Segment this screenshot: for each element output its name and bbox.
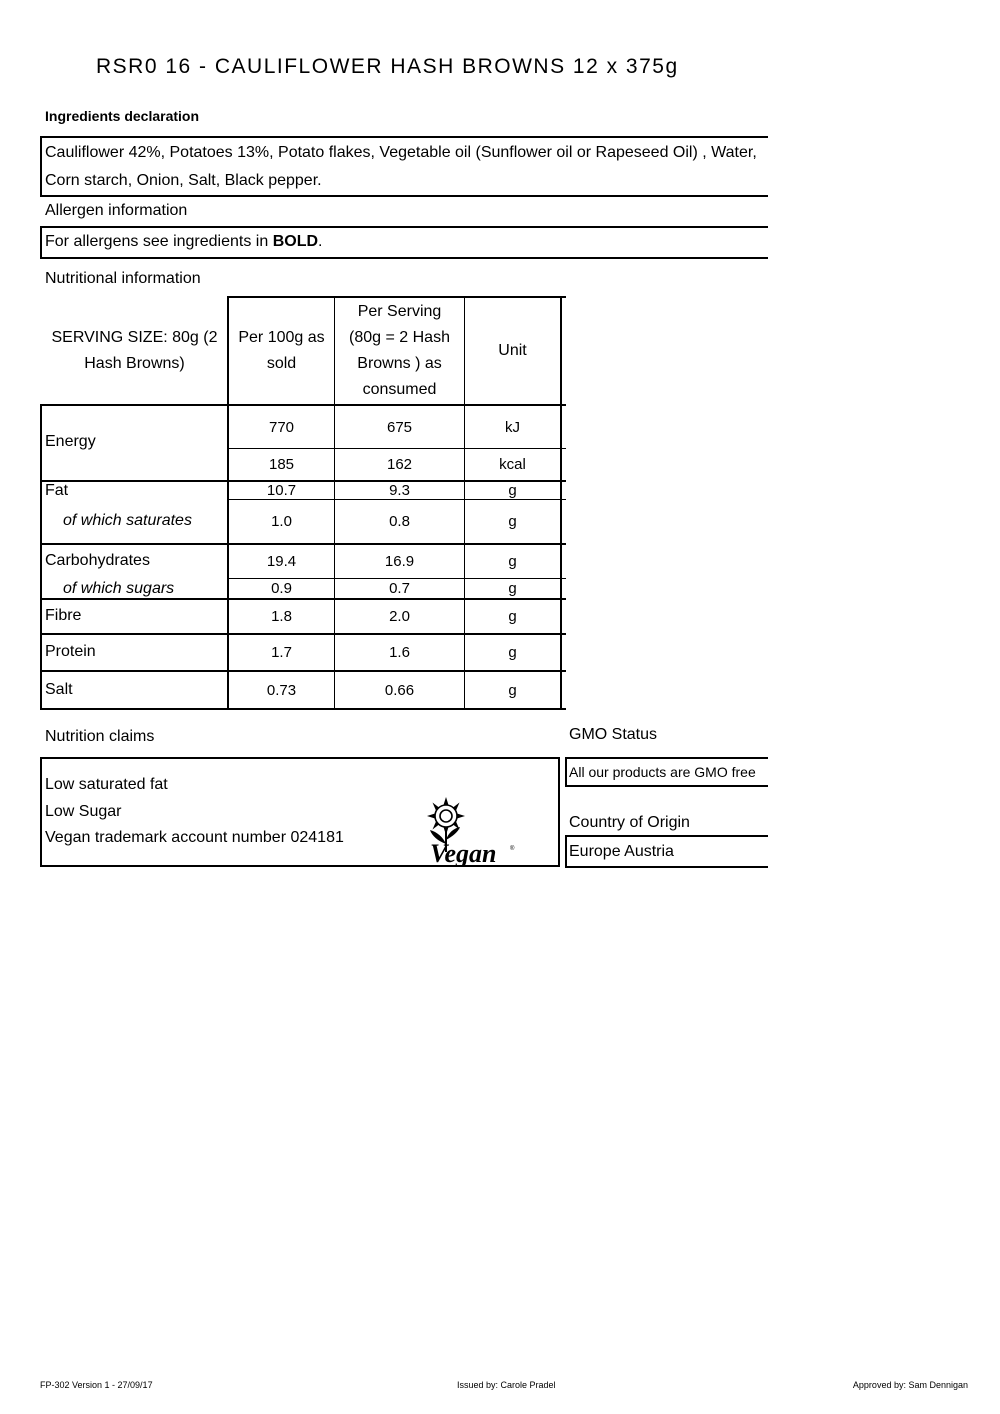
salt-per100: 0.73 [266,681,297,699]
trademark-mark: ® [510,846,515,852]
gmo-box [565,757,768,787]
ingredients-line-1: Cauliflower 42%, Potatoes 13%, Potato flakes, Vegetable oil (Sunflower oil or Rapeseed Oil) , Water, [45,144,757,161]
gmo-heading: GMO Status [569,726,658,743]
allergen-heading: Allergen information [45,202,188,219]
fibre-unit: g [508,608,517,625]
footer-approved-by: Approved by: Sam Dennigan [852,1380,968,1390]
fat-label: Fat [45,482,69,499]
protein-unit: g [508,644,517,661]
ingredients-line-2: Corn starch, Onion, Salt, Black pepper. [45,172,322,189]
allergen-text [42,228,768,256]
protein-serving: 1.6 [389,644,410,661]
sugars-label: of which sugars [63,580,175,597]
protein-per100: 1.7 [271,644,292,661]
sugars-per100: 0.9 [271,580,292,597]
origin-box [565,835,768,868]
sugars-unit: g [508,580,517,597]
allergen-text-after: . [318,233,323,250]
unit-header: Unit [498,342,527,359]
ingredients-heading: Ingredients declaration [45,108,200,124]
salt-label: Salt [45,681,73,698]
nutrition-heading: Nutritional information [45,270,201,287]
allergen-text-bold: BOLD [272,233,319,250]
claim-item-1: Low saturated fat [45,776,168,793]
origin-text: Europe Austria [569,843,674,860]
saturates-unit: g [508,513,517,530]
allergen-text-before: For allergens see ingredients in [45,233,273,250]
fibre-label: Fibre [45,607,82,624]
energy-kj-per100: 770 [268,418,295,436]
ingredients-bottom-rule [40,195,768,197]
saturates-per100: 1.0 [271,513,292,530]
fibre-per100: 1.8 [271,608,292,625]
carbs-label: Carbohydrates [45,552,150,569]
protein-label: Protein [45,643,96,660]
carbs-unit: g [508,553,517,570]
energy-kcal-unit: kcal [499,456,526,473]
energy-label: Energy [45,433,96,450]
serving-size-header: SERVING SIZE: 80g (2 Hash Browns) [51,329,218,372]
allergen-box [40,226,768,259]
table-rule [40,708,566,710]
fat-serving: 9.3 [389,482,410,499]
energy-kcal-serving: 162 [386,456,413,473]
page-title: RSR0 16 - CAULIFLOWER HASH BROWNS 12 x 375g [96,55,679,78]
table-rule [560,296,562,710]
footer-issued-by: Issued by: Carole Pradel [457,1380,556,1390]
claim-item-3: Vegan trademark account number 024181 [45,829,344,846]
energy-kcal-per100: 185 [268,456,295,473]
vegan-logo-text: Vegan [430,839,497,866]
fibre-serving: 2.0 [389,608,410,625]
carbs-serving: 16.9 [384,553,415,570]
claims-box [40,757,560,867]
carbs-per100: 19.4 [266,553,297,570]
claims-heading: Nutrition claims [45,728,155,745]
fat-unit: g [508,482,517,499]
origin-heading: Country of Origin [569,814,690,831]
ingredients-box [40,136,768,196]
salt-serving: 0.66 [384,681,415,699]
fat-per100: 10.7 [266,482,297,499]
salt-unit: g [508,681,517,699]
vegan-sunflower-icon [410,794,520,866]
footer-version: FP-302 Version 1 - 27/09/17 [40,1380,153,1390]
gmo-text: All our products are GMO free [569,764,756,780]
vegan-logo [410,794,520,866]
per-serving-header: Per Serving (80g = 2 Hash Browns ) as consumed [349,303,450,398]
energy-kj-serving: 675 [386,418,413,436]
energy-kj-unit: kJ [505,418,520,436]
table-rule [40,404,42,710]
saturates-serving: 0.8 [389,513,410,530]
per100-header: Per 100g as sold [238,329,325,372]
claim-item-2: Low Sugar [45,803,122,820]
saturates-label: of which saturates [63,512,192,529]
sugars-serving: 0.7 [389,580,410,597]
